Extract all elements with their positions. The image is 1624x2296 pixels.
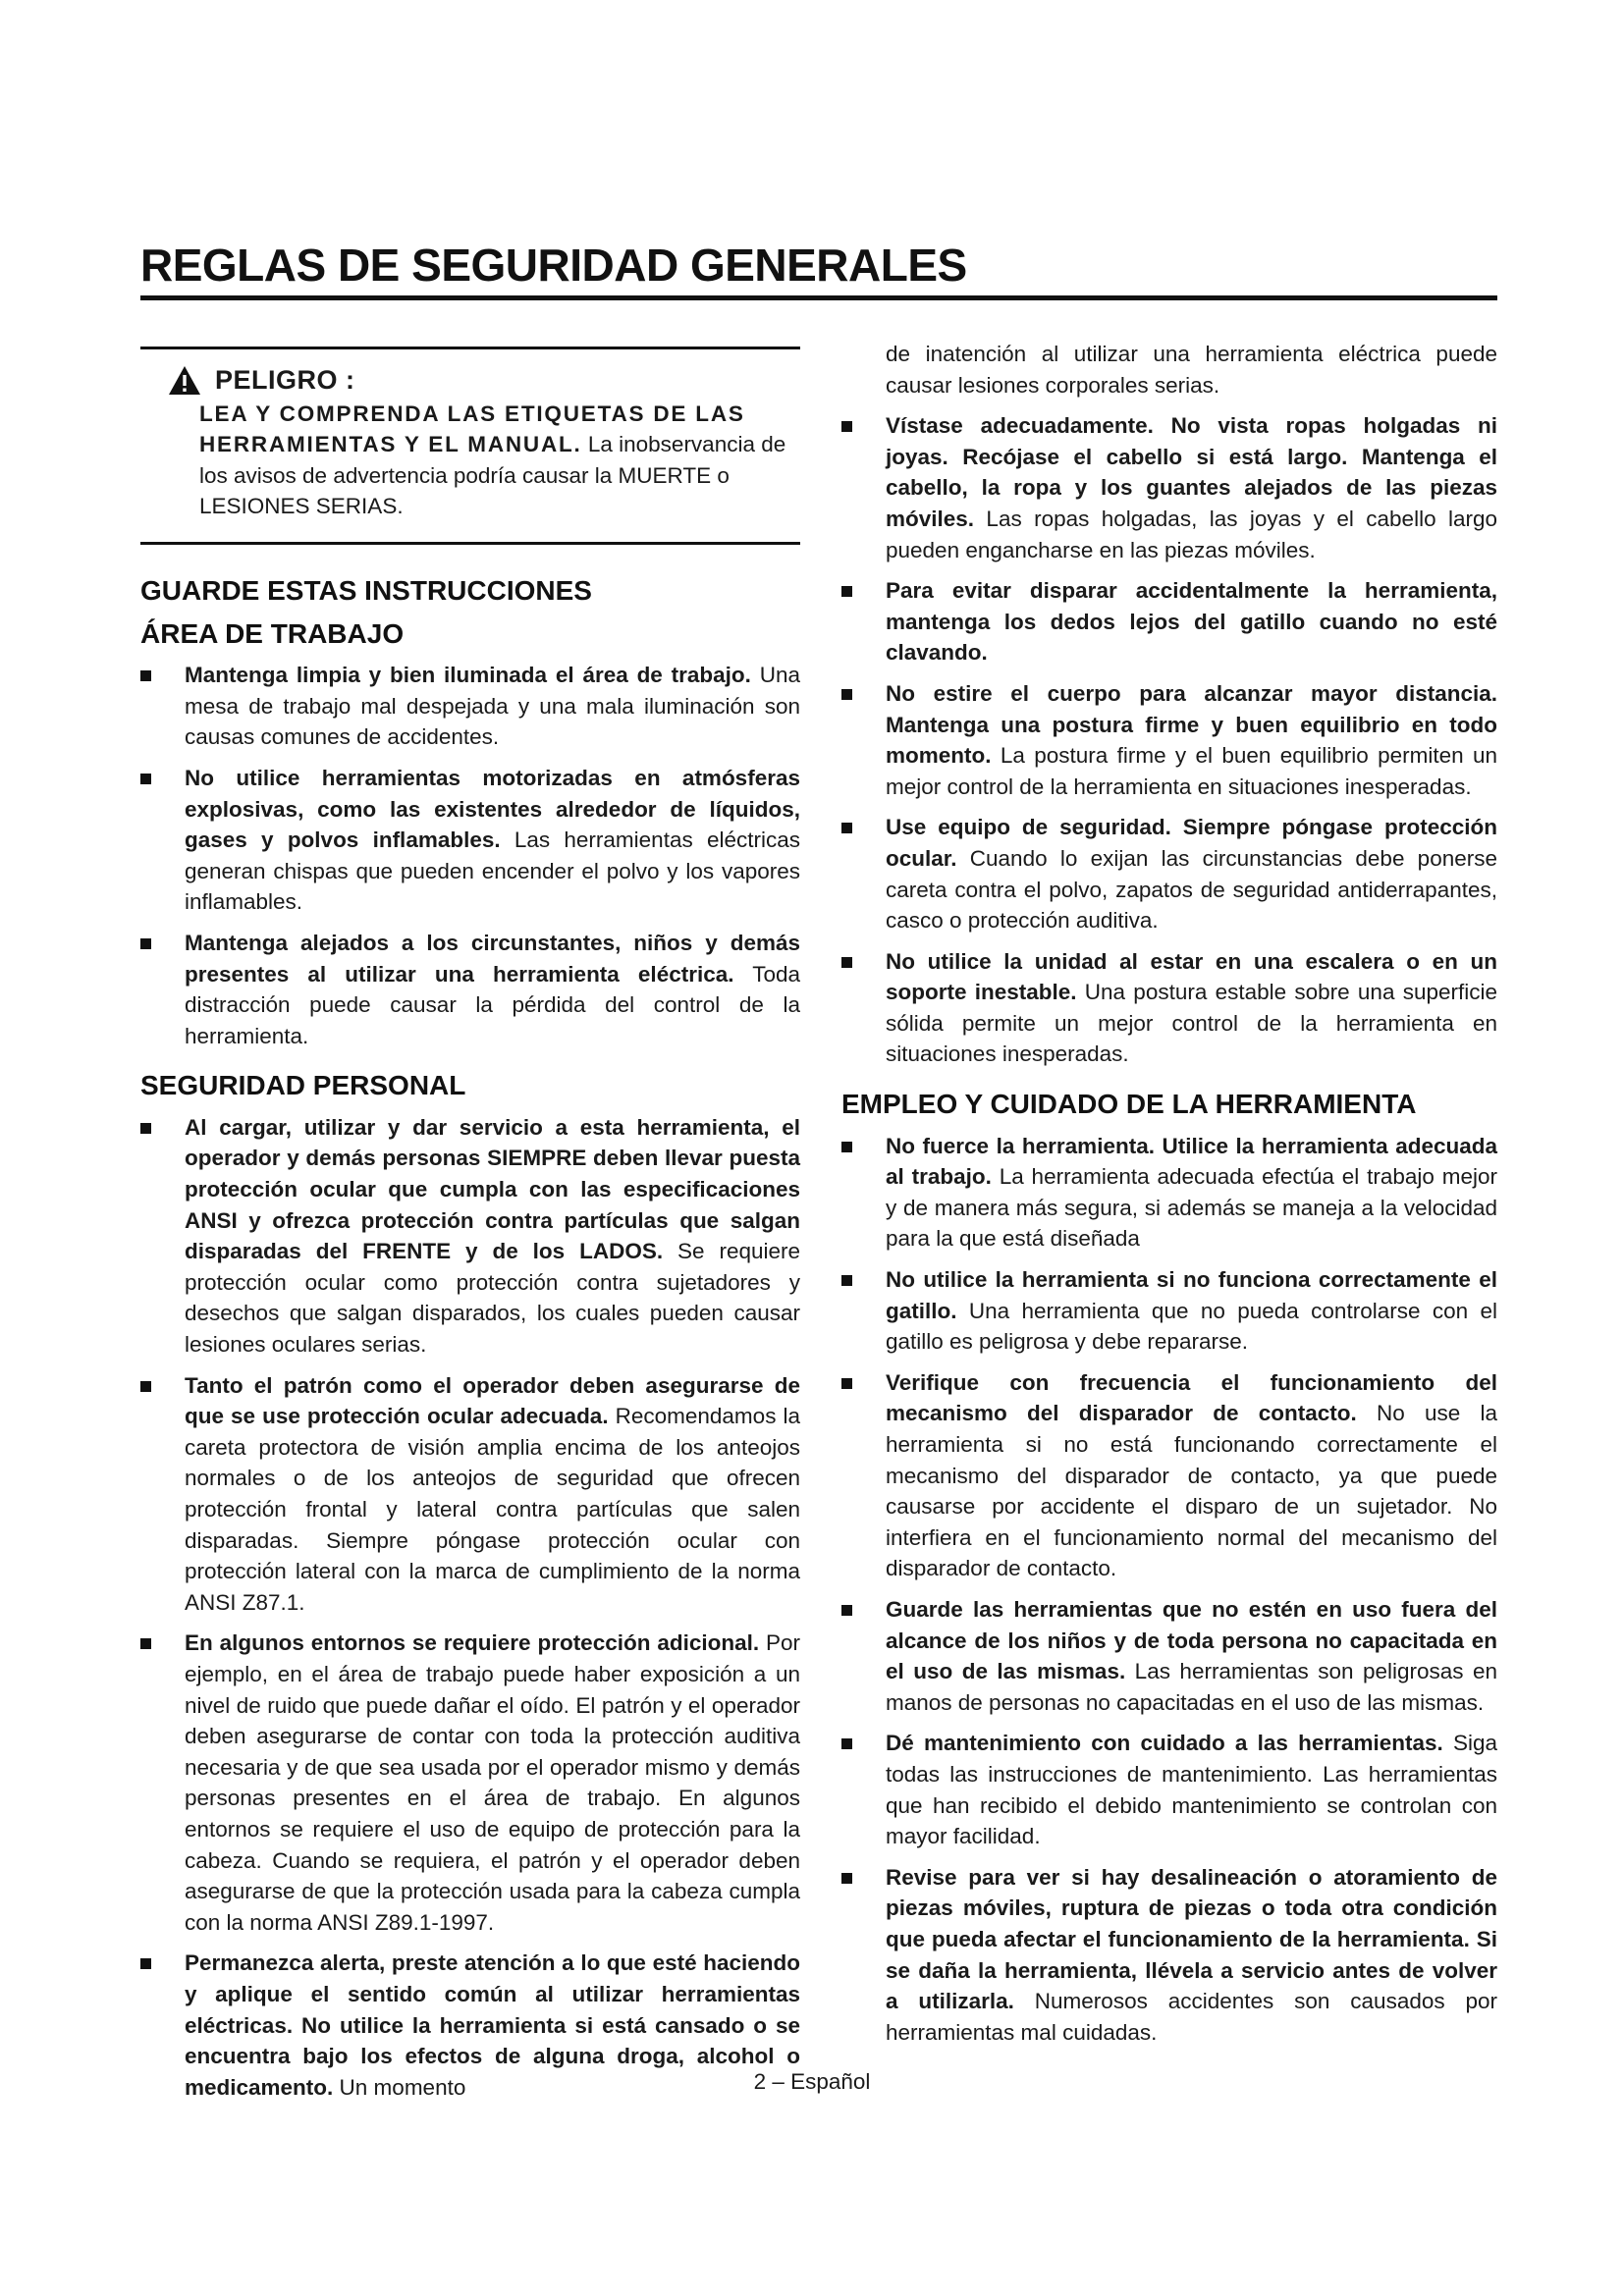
continuation-text: de inatención al utilizar una herramienta eléctrica puede causar lesiones corporales serias.: [886, 342, 1497, 398]
list-item-text: [886, 946, 1497, 1070]
list-item-body: Las ropas holgadas, las joyas y el cabello largo pueden engancharse en las piezas móviles.: [886, 506, 1497, 562]
list-item: [841, 812, 1497, 935]
list-item-text: [185, 928, 800, 1051]
list-item-body: Una herramienta que no pueda controlarse con el gatillo es peligrosa y debe repararse.: [886, 1298, 1497, 1355]
list-item-body: Una postura estable sobre una superficie sólida permite un mejor control de la herramienta en situaciones inesperadas.: [886, 980, 1497, 1067]
list-item-body: Se requiere protección ocular como protección contra sujetadores y desechos que salgan disparados, los cuales pueden causar lesiones oculares serias.: [185, 1239, 800, 1358]
list-item: [841, 678, 1497, 802]
list-item-body: Recomendamos la careta protectora de visión amplia encima de los anteojos normales o de los anteojos de seguridad que ofrecen protección frontal y lateral contra partículas que salen disparadas. Siempre póngase protección ocular con protección lateral con la marca de cumplimiento de la norma ANSI Z87.1.: [185, 1404, 800, 1615]
list-item-bold: No utilice la herramienta si no funciona correctamente el gatillo.: [886, 1267, 1497, 1323]
square-bullet-icon: [841, 1275, 852, 1286]
warning-triangle-icon: [168, 365, 201, 396]
list-item: [140, 928, 800, 1051]
heading-work-area: ÁREA DE TRABAJO: [140, 617, 405, 649]
list-item-body: Cuando lo exijan las circunstancias debe ponerse careta contra el polvo, zapatos de seguridad antiderrapantes, casco o protección auditiva.: [886, 845, 1497, 934]
list-item-body: Numerosos accidentes son causados por herramientas mal cuidadas.: [886, 1989, 1497, 2045]
list-item-body: La herramienta adecuada efectúa el trabajo mejor y de manera más segura, si además se maneja a la velocidad para la que está diseñada: [886, 1164, 1497, 1252]
list-item-bold: En algunos entornos se requiere protección adicional.: [185, 1630, 760, 1656]
square-bullet-icon: [140, 938, 151, 949]
list-item-bold: Use equipo de seguridad. Siempre póngase protección ocular.: [886, 815, 1497, 871]
list-item: [140, 1370, 800, 1619]
square-bullet-icon: [841, 1873, 852, 1884]
list-item-text: [185, 660, 800, 753]
list-item-text: [886, 1862, 1497, 2049]
square-bullet-icon: [140, 774, 151, 784]
list-item-body: Por ejemplo, en el área de trabajo puede haber exposición a un nivel de ruido que puede dañar el oído. El patrón y el operador deben asegurarse de contar con toda la protección auditiva necesaria y de que sea usada por el operador mismo y demás personas presentes en el área de trabajo. En algunos entornos se requiere el uso de equipo de protección para la cabeza. Cuando se requiera, el patrón y el operador deben asegurarse de que la protección usada para la cabeza cumpla con la norma ANSI Z89.1-1997.: [185, 1630, 801, 1935]
heading-save-instructions: GUARDE ESTAS INSTRUCCIONES: [140, 574, 592, 606]
title-rule: [140, 295, 1497, 300]
list-item: [841, 946, 1497, 1070]
square-bullet-icon: [140, 1123, 151, 1134]
list-item: [841, 1728, 1497, 1851]
list-item: [841, 1862, 1497, 2049]
list-item-bold: No fuerce la herramienta. Utilice la herramienta adecuada al trabajo.: [886, 1133, 1497, 1190]
list-item-text: [185, 1628, 800, 1938]
list-item-text: [185, 763, 800, 918]
list-item-text: [886, 1264, 1497, 1358]
list-item-text: [886, 812, 1497, 935]
list-item-bold: Verifique con frecuencia el funcionamiento del mecanismo del disparador de contacto.: [886, 1369, 1497, 1426]
list-item-text: [185, 1370, 800, 1619]
list-item-body: No use la herramienta si no está funcionando correctamente el mecanismo del disparador de contacto, ya que puede causarse por accidente el disparo de un sujetador. No interfiera en el funcionamiento normal del mecanismo del disparador de contacto.: [886, 1401, 1497, 1581]
page-title: REGLAS DE SEGURIDAD GENERALES: [140, 240, 967, 291]
list-item-bold: Permanezca alerta, preste atención a lo que esté haciendo y aplique el sentido común al utilizar herramientas eléctricas. No utilice la herramienta si está cansado o se encuentra bajo los efectos de alguna droga, alcohol o medicamento.: [185, 1950, 800, 2100]
list-item: [841, 575, 1497, 668]
list-item: [841, 1594, 1497, 1718]
list-item: [841, 1131, 1497, 1255]
square-bullet-icon: [140, 1381, 151, 1392]
danger-box: [140, 347, 800, 545]
list-item-bold: No estire el cuerpo para alcanzar mayor distancia. Mantenga una postura firme y buen equilibrio en todo momento.: [886, 680, 1497, 769]
right-column: [841, 339, 1497, 2057]
danger-header: [168, 365, 800, 397]
list-item-text: [886, 678, 1497, 802]
personal-safety-list-continued: [841, 410, 1497, 1070]
list-item-bold: Revise para ver si hay desalineación o atoramiento de piezas móviles, ruptura de piezas o toda otra condición que pueda afectar el funcionamiento de la herramienta. Si se daña la herramienta, llévela a servicio antes de volver a utilizarla.: [886, 1864, 1497, 2014]
work-area-list: [140, 660, 800, 1051]
square-bullet-icon: [841, 1605, 852, 1616]
danger-body: [199, 399, 800, 522]
danger-text: La inobservancia de los avisos de advertencia podría causar la MUERTE o LESIONES SERIAS.: [199, 432, 786, 519]
square-bullet-icon: [841, 957, 852, 968]
list-item-bold: Mantenga alejados a los circunstantes, niños y demás presentes al utilizar una herramienta eléctrica.: [185, 930, 800, 987]
list-item: [140, 763, 800, 918]
list-item-body: Una mesa de trabajo mal despejada y una mala iluminación son causas comunes de accidentes.: [185, 663, 800, 750]
list-item: [140, 1628, 800, 1938]
list-item-bold: Para evitar disparar accidentalmente la herramienta, mantenga los dedos lejos del gatillo cuando no esté clavando.: [886, 578, 1497, 666]
list-item: [140, 660, 800, 753]
list-item-body: Las herramientas eléctricas generan chispas que pueden encender el polvo y los vapores inflamables.: [185, 828, 800, 915]
square-bullet-icon: [841, 823, 852, 833]
list-item-bold: Guarde las herramientas que no estén en uso fuera del alcance de los niños y de toda persona no capacitada en el uso de las mismas.: [886, 1596, 1497, 1684]
square-bullet-icon: [841, 1142, 852, 1152]
square-bullet-icon: [140, 1958, 151, 1969]
square-bullet-icon: [841, 586, 852, 597]
list-item-body: Las herramientas son peligrosas en manos de personas no capacitadas en el uso de las mismas.: [886, 1659, 1497, 1715]
list-item-body: Un momento: [333, 2074, 466, 2100]
list-item-bold: No utilice la unidad al estar en una escalera o en un soporte inestable.: [886, 948, 1497, 1005]
list-item-bold: Dé mantenimiento con cuidado a las herramientas.: [886, 1731, 1443, 1756]
list-item: [841, 410, 1497, 565]
list-item-bold: No utilice herramientas motorizadas en atmósferas explosivas, como las existentes alrededor de líquidos, gases y polvos inflamables.: [185, 765, 800, 853]
heading-tool-use-care: EMPLEO Y CUIDADO DE LA HERRAMIENTA: [841, 1089, 1417, 1120]
list-item-text: [886, 1131, 1497, 1255]
list-item-text: [886, 1594, 1497, 1718]
list-item: [841, 1264, 1497, 1358]
left-column: [140, 339, 800, 2112]
list-item-bold: Vístase adecuadamente. No vista ropas holgadas ni joyas. Recójase el cabello si está largo. Mantenga el cabello, la ropa y los guantes alejados de las piezas móviles.: [886, 413, 1497, 531]
list-item-bold: Mantenga limpia y bien iluminada el área de trabajo.: [185, 663, 751, 688]
list-item-text: [886, 1367, 1497, 1584]
list-item-bold: Tanto el patrón como el operador deben asegurarse de que se use protección ocular adecuada.: [185, 1372, 800, 1429]
square-bullet-icon: [841, 1378, 852, 1389]
tool-use-care-list: [841, 1131, 1497, 2049]
list-item-body: Toda distracción puede causar la pérdida del control de la herramienta.: [185, 961, 800, 1048]
square-bullet-icon: [140, 670, 151, 681]
danger-title: PELIGRO :: [215, 365, 355, 395]
heading-personal-safety: SEGURIDAD PERSONAL: [140, 1070, 466, 1101]
list-item-text: [185, 1112, 800, 1361]
page-footer: 2 – Español: [753, 2069, 871, 2094]
personal-safety-list: [140, 1112, 800, 2103]
list-item-body: Siga todas las instrucciones de mantenimiento. Las herramientas que han recibido el debido mantenimiento se controlan con mayor facilidad.: [886, 1731, 1497, 1849]
square-bullet-icon: [841, 689, 852, 700]
square-bullet-icon: [140, 1638, 151, 1649]
list-item-bold: Al cargar, utilizar y dar servicio a esta herramienta, el operador y demás personas SIEMPRE deben llevar puesta protección ocular que cumpla con las especificaciones ANSI y ofrezca protección contra partículas que salgan disparadas del FRENTE y de los LADOS.: [185, 1114, 800, 1264]
list-item: [841, 1367, 1497, 1584]
square-bullet-icon: [841, 421, 852, 432]
list-item-text: [886, 1728, 1497, 1851]
danger-bold-text: LEA Y COMPRENDA LAS ETIQUETAS DE LAS HERRAMIENTAS Y EL MANUAL.: [199, 400, 745, 457]
list-item-body: La postura firme y el buen equilibrio permiten un mejor control de la herramienta en situaciones inesperadas.: [886, 743, 1497, 799]
square-bullet-icon: [841, 1738, 852, 1749]
list-item: [140, 1112, 800, 1361]
list-item-text: [886, 575, 1497, 668]
list-item-text: [886, 410, 1497, 565]
